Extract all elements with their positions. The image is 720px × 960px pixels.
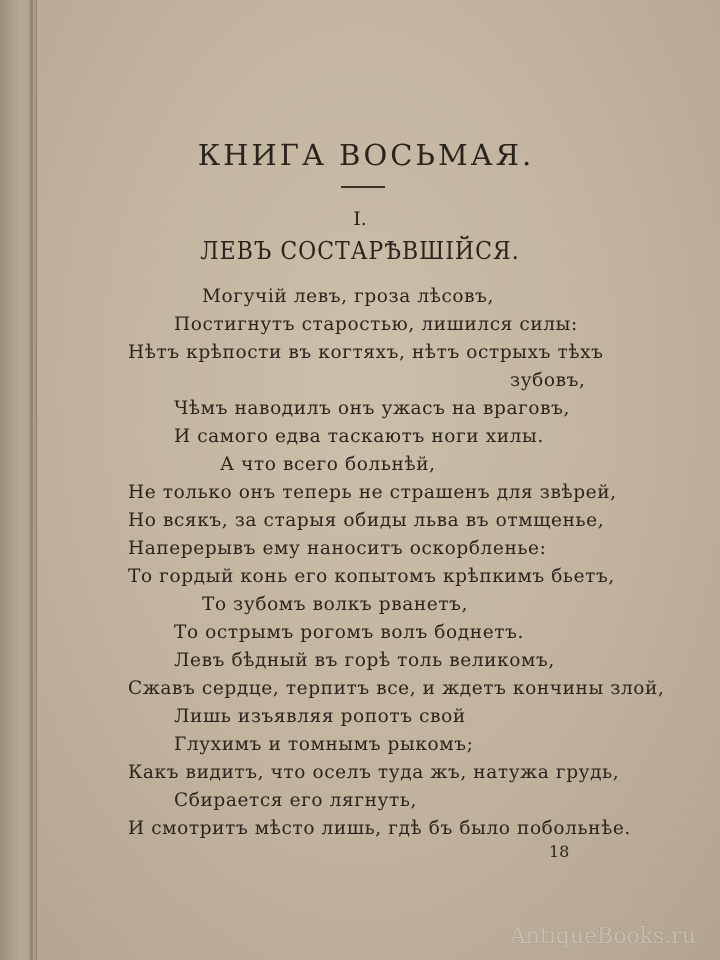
- poem-line: Не только онъ теперь не страшенъ для звѣрей,: [128, 482, 617, 503]
- poem-line: И самого едва таскаютъ ноги хилы.: [174, 426, 544, 447]
- poem-line: Глухимъ и томнымъ рыкомъ;: [174, 734, 474, 755]
- poem-line: Постигнутъ старостью, лишился силы:: [174, 314, 578, 335]
- poem-line: Наперерывъ ему наноситъ оскорбленье:: [128, 538, 547, 559]
- poem-line: Сжавъ сердце, терпитъ все, и ждетъ кончины злой,: [128, 678, 665, 699]
- poem-line: То гордый конь его копытомъ крѣпкимъ бьетъ,: [128, 566, 615, 587]
- poem-line: Сбирается его лягнуть,: [174, 790, 417, 811]
- poem-line: То зубомъ волкъ рванетъ,: [202, 594, 469, 615]
- title-divider-rule: [341, 186, 385, 188]
- watermark: AntiqueBooks.ru: [509, 924, 696, 949]
- poem-title: ЛЕВЪ СОСТАРѢВШІЙСЯ.: [200, 237, 520, 266]
- poem-line: зубовъ,: [510, 370, 586, 391]
- page-number: 18: [549, 842, 570, 861]
- poem-line: Левъ бѣдный въ горѣ толь великомъ,: [174, 650, 555, 671]
- poem-line: Могучій левъ, гроза лѣсовъ,: [202, 286, 495, 307]
- section-numeral: I.: [353, 208, 367, 230]
- poem-line: Какъ видитъ, что оселъ туда жъ, натужа грудь,: [128, 762, 620, 783]
- poem-line: Лишь изъявляя ропотъ свой: [174, 706, 466, 727]
- poem-line: И смотритъ мѣсто лишь, гдѣ бъ было побольнѣе.: [128, 818, 631, 839]
- poem-line: А что всего больнѣй,: [220, 454, 436, 475]
- poem-line: Чѣмъ наводилъ онъ ужасъ на враговъ,: [174, 398, 571, 419]
- poem-line: То острымъ рогомъ волъ боднетъ.: [174, 622, 524, 643]
- poem-line: Но всякъ, за старыя обиды льва въ отмщенье,: [128, 510, 605, 531]
- poem-line: Нѣтъ крѣпости въ когтяхъ, нѣтъ острыхъ тѣхъ: [128, 342, 604, 363]
- book-title: КНИГА ВОСЬМАЯ.: [197, 138, 535, 172]
